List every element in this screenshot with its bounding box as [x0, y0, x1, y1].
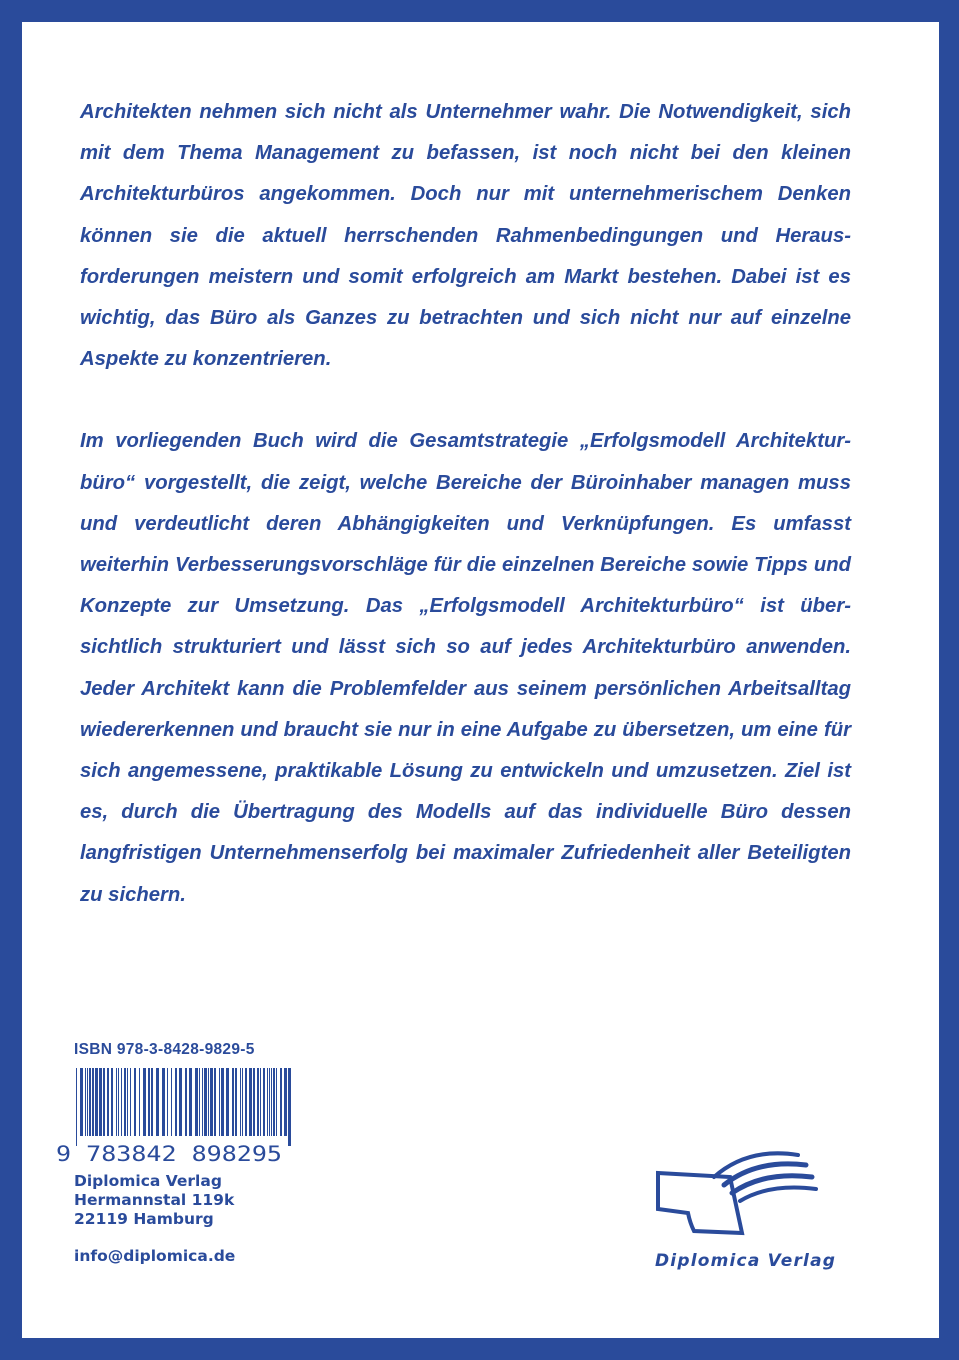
- barcode-bar: [185, 1068, 187, 1136]
- barcode-bar: [118, 1068, 119, 1136]
- publisher-address: [74, 1172, 234, 1229]
- barcode-bar: [199, 1068, 200, 1136]
- barcode-bar: [151, 1068, 153, 1136]
- barcode-bar: [139, 1068, 140, 1136]
- barcode-bar: [276, 1068, 277, 1136]
- barcode-bar: [288, 1068, 291, 1146]
- publisher-street: Hermannstal 119k: [74, 1191, 235, 1209]
- barcode-digits: 9 783842 898295: [56, 1142, 282, 1166]
- barcode-bar: [92, 1068, 94, 1136]
- barcode-bar: [167, 1068, 168, 1136]
- barcode-bar: [171, 1068, 172, 1136]
- barcode-bar: [130, 1068, 131, 1136]
- barcode-bar: [284, 1068, 287, 1136]
- barcode-bar: [280, 1068, 282, 1136]
- isbn-barcode: [56, 1066, 296, 1166]
- barcode-bar: [202, 1068, 203, 1136]
- barcode-bar: [85, 1068, 86, 1136]
- back-cover-page: [22, 22, 939, 1338]
- barcode-bar: [226, 1068, 229, 1136]
- barcode-bar: [124, 1068, 126, 1136]
- barcode-bar: [245, 1068, 247, 1136]
- barcode-bar: [263, 1068, 265, 1136]
- barcode-bar: [249, 1068, 252, 1136]
- barcode-bar: [271, 1068, 272, 1136]
- barcode-bar: [242, 1068, 243, 1136]
- barcode-bar: [103, 1068, 105, 1136]
- barcode-bar: [253, 1068, 255, 1136]
- barcode-bar: [260, 1068, 261, 1136]
- barcode-bar: [148, 1068, 150, 1136]
- barcode-bar: [240, 1068, 241, 1136]
- barcode-bar: [267, 1068, 268, 1136]
- barcode-bar: [76, 1068, 77, 1146]
- barcode-bar: [87, 1068, 88, 1136]
- cover-blurb: [80, 92, 851, 916]
- barcode-bar: [204, 1068, 207, 1136]
- barcode-bar: [107, 1068, 109, 1136]
- barcode-bar: [134, 1068, 136, 1136]
- barcode-bar: [273, 1068, 275, 1136]
- barcode-bar: [269, 1068, 270, 1136]
- barcode-bar: [111, 1068, 113, 1136]
- barcode-bar: [210, 1068, 213, 1136]
- publisher-city: 22119 Hamburg: [74, 1210, 214, 1228]
- barcode-bar: [143, 1068, 146, 1136]
- barcode-bar: [179, 1068, 182, 1136]
- barcode-bar: [221, 1068, 224, 1136]
- barcode-bar: [89, 1068, 91, 1136]
- barcode-bar: [121, 1068, 122, 1136]
- isbn-label: ISBN 978-3-8428-9829-5: [74, 1041, 255, 1058]
- barcode-bar: [189, 1068, 192, 1136]
- barcode-bar: [257, 1068, 259, 1136]
- barcode-bar: [127, 1068, 128, 1136]
- barcode-bar: [232, 1068, 234, 1136]
- barcode-bar: [116, 1068, 117, 1136]
- barcode-graphic: [56, 1066, 296, 1166]
- barcode-bar: [156, 1068, 159, 1136]
- barcode-bar: [208, 1068, 209, 1136]
- publisher-email: info@diplomica.de: [74, 1247, 236, 1265]
- blurb-paragraph-2: Im vorliegenden Buch wird die Gesamtstrategie „Erfolgsmodell Architekturbüro“ vorgestellt, die zeigt, welche Bereiche der Büroinhaber managen muss und verdeutlicht deren Abhängigkeiten und Verknüpfungen. Es umfasst weiterhin Verbesserungsvorschläge für die einzelnen Bereiche sowie Tipps und Konzepte zur Umsetzung. Das „Erfolgsmodell Architekturbüro“ ist übersichtlich strukturiert und lässt sich so auf jedes Architekturbüro anwenden. Jeder Architekt kann die Problemfelder aus seinem persönlichen Arbeitsalltag wiedererkennen und braucht sie nur in eine Aufgabe zu übersetzen, um eine für sich angemessene, praktikable Lösung zu entwickeln und umzusetzen. Ziel ist es, durch die Übertragung des Modells auf das individuelle Büro dessen langfristigen Unternehmenserfolg bei maximaler Zufriedenheit aller Beteiligten zu sichern.: [80, 430, 851, 906]
- blurb-paragraph-1: Architekten nehmen sich nicht als Unternehmer wahr. Die Notwendigkeit, sich mit dem Thema Management zu befassen, ist noch nicht bei den kleinen Architekturbüros angekommen. Doch nur mit unternehmerischem Denken können sie die aktuell herrschenden Rahmenbedingungen und Herausforderungen meistern und somit erfolgreich am Markt bestehen. Dabei ist es wichtig, das Büro als Ganzes zu betrachten und sich nicht nur auf einzelne Aspekte zu konzentrieren.: [80, 101, 851, 371]
- publisher-name: Diplomica Verlag: [74, 1172, 222, 1190]
- barcode-bar: [95, 1068, 98, 1136]
- barcode-bar: [162, 1068, 165, 1136]
- barcode-bar: [195, 1068, 198, 1136]
- publisher-logo-icon: [652, 1147, 822, 1237]
- barcode-bar: [219, 1068, 220, 1136]
- publisher-logo-text: Diplomica Verlag: [655, 1251, 837, 1271]
- barcode-bar: [235, 1068, 237, 1136]
- barcode-bar: [214, 1068, 216, 1136]
- barcode-bar: [99, 1068, 102, 1136]
- barcode-bar: [80, 1068, 83, 1136]
- book-wave-logo-icon: [652, 1147, 822, 1237]
- barcode-bar: [175, 1068, 177, 1136]
